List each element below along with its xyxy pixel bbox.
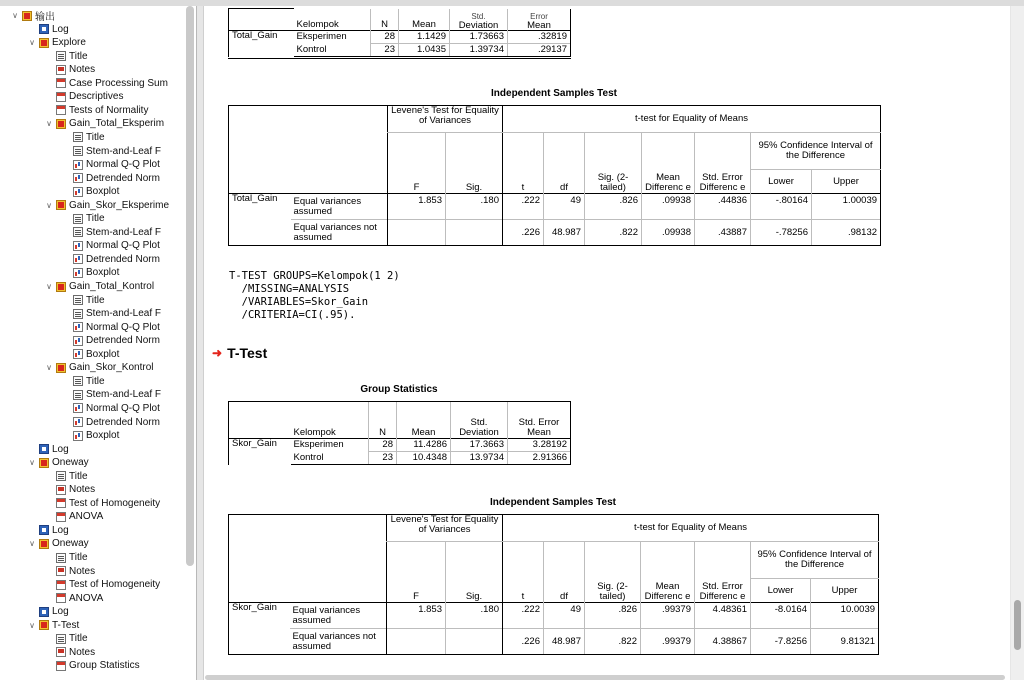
md-cell: .99379: [641, 629, 695, 655]
outline-item[interactable]: [27, 36, 86, 49]
doc-icon: [56, 51, 66, 61]
log-icon: [39, 525, 49, 535]
sig-cell: .180: [446, 194, 503, 220]
expand-toggle-icon[interactable]: ∨: [29, 620, 35, 630]
col-n: N: [371, 9, 399, 31]
outline-item-label: Detrended Norm: [86, 172, 160, 184]
outline-item[interactable]: [61, 348, 119, 361]
lower-cell: -.78256: [751, 220, 812, 246]
outline-item[interactable]: [10, 9, 55, 22]
col-t: t: [503, 133, 544, 194]
log-icon: [39, 24, 49, 34]
ttest-header: t-test for Equality of Means: [503, 515, 879, 542]
col-mean-difference: Mean Differenc e: [641, 542, 695, 603]
viewer-horizontal-scrollbar[interactable]: [205, 675, 1005, 680]
col-std-error-difference: Std. Error Differenc e: [695, 542, 751, 603]
outline-item[interactable]: [27, 23, 69, 36]
outline-item-label: 输出: [35, 12, 55, 23]
col-se-cut: Error: [530, 12, 548, 21]
row-variable: Total_Gain: [229, 194, 291, 246]
col-sig: Sig.: [446, 133, 503, 194]
sig-cell: .180: [446, 603, 503, 629]
col-sig-2-tailed: Sig. (2-tailed): [585, 542, 641, 603]
group-cell: Kontrol: [291, 452, 369, 465]
tbl-icon: [56, 580, 66, 590]
f-cell: 1.853: [388, 194, 446, 220]
mean-cell: 1.1429: [399, 31, 450, 44]
t-test-heading-label: T-Test: [227, 345, 268, 361]
outline-item[interactable]: [27, 443, 69, 456]
table-bottom-rule: [228, 58, 571, 59]
doc-icon: [73, 295, 83, 305]
lower-cell: -.80164: [751, 194, 812, 220]
n-cell: 23: [369, 452, 397, 465]
se-cell: .32819: [508, 31, 571, 44]
se-cell: 3.28192: [508, 439, 571, 452]
outline-item[interactable]: [27, 605, 69, 618]
doc-icon: [73, 309, 83, 319]
folder-icon: [56, 282, 66, 292]
doc-icon: [73, 146, 83, 156]
group-cell: Eksperimen: [294, 31, 371, 44]
outline-item[interactable]: [44, 497, 160, 510]
levene-header: Levene's Test for Equality of Variances: [387, 515, 503, 542]
corner-cell: [229, 106, 388, 194]
df-cell: 49: [544, 603, 585, 629]
f-cell: [387, 629, 446, 655]
chart-icon: [73, 173, 83, 183]
group-statistics-skor-gain-table[interactable]: [228, 401, 571, 465]
outline-item[interactable]: [44, 483, 95, 496]
upper-cell: .98132: [812, 220, 881, 246]
tbl-icon: [56, 105, 66, 115]
outline-item-label: Tests of Normality: [69, 104, 149, 116]
upper-cell: 9.81321: [811, 629, 879, 655]
doc-icon: [56, 553, 66, 563]
col-upper: Upper: [811, 579, 879, 603]
current-item-arrow-icon: ➜: [212, 346, 223, 360]
outline-item[interactable]: [61, 239, 160, 252]
sd-cell: 1.39734: [450, 44, 508, 57]
chart-icon: [73, 431, 83, 441]
syntax-log: T-TEST GROUPS=Kelompok(1 2) /MISSING=ANALYSIS /VARIABLES=Skor_Gain /CRITERIA=CI(.95).: [229, 270, 400, 321]
n-cell: 28: [371, 31, 399, 44]
folder-icon: [39, 458, 49, 468]
viewer-scroll-thumb[interactable]: [1014, 600, 1021, 650]
col-sd: Std. Deviation: [451, 402, 508, 439]
col-std-error-difference: Std. Error Differenc e: [695, 133, 751, 194]
n-cell: 28: [369, 439, 397, 452]
ist2-title: Independent Samples Test: [490, 497, 616, 508]
tbl-icon: [56, 78, 66, 88]
outline-item-label: Stem-and-Leaf F: [86, 308, 162, 320]
outline-item[interactable]: [44, 551, 88, 564]
tbl-icon: [56, 92, 66, 102]
chart-icon: [73, 254, 83, 264]
output-outline-tree[interactable]: [0, 6, 197, 680]
col-f: F: [388, 133, 446, 194]
t-cell: .226: [503, 220, 544, 246]
note-icon: [56, 65, 66, 75]
sed-cell: 4.38867: [695, 629, 751, 655]
outline-item-label: Gain_Skor_Kontrol: [69, 362, 154, 374]
chart-icon: [73, 241, 83, 251]
doc-icon: [56, 634, 66, 644]
expand-toggle-icon[interactable]: ∨: [29, 38, 35, 48]
col-lower: Lower: [751, 579, 811, 603]
outline-item[interactable]: [44, 632, 88, 645]
row-variable: Total_Gain: [229, 31, 294, 57]
outline-item[interactable]: [61, 294, 105, 307]
outline-item-label: Boxplot: [86, 348, 120, 360]
outline-item-label: Boxplot: [86, 430, 120, 442]
df-cell: 48.987: [544, 220, 585, 246]
outline-item[interactable]: [44, 470, 88, 483]
outline-item-label: Log: [52, 443, 69, 455]
col-mean: Mean: [399, 9, 450, 31]
corner-cell: [229, 515, 387, 603]
group-cell: Eksperimen: [291, 439, 369, 452]
sd-cell: 17.3663: [451, 439, 508, 452]
row-label: Equal variances assumed: [290, 603, 387, 629]
sd-cell: 1.73663: [450, 31, 508, 44]
outline-scrollbar[interactable]: [186, 6, 194, 566]
sig2-cell: .826: [585, 603, 641, 629]
outline-item-label: Boxplot: [86, 186, 120, 198]
log-icon: [39, 607, 49, 617]
expand-toggle-icon[interactable]: ∨: [46, 119, 52, 129]
doc-icon: [73, 376, 83, 386]
outline-item[interactable]: [61, 131, 105, 144]
log-icon: [39, 444, 49, 454]
outline-item-label: Log: [52, 606, 69, 618]
expand-toggle-icon[interactable]: ∨: [46, 363, 52, 373]
outline-item[interactable]: [27, 524, 69, 537]
chart-icon: [73, 268, 83, 278]
outline-item[interactable]: [61, 266, 119, 279]
col-t: t: [503, 542, 544, 603]
outline-item[interactable]: [44, 510, 103, 523]
row-variable: Skor_Gain: [229, 439, 291, 465]
outline-item[interactable]: [44, 646, 95, 659]
folder-icon: [56, 200, 66, 210]
outline-item[interactable]: [61, 388, 161, 401]
outline-item-label: Descriptives: [69, 91, 124, 103]
chart-icon: [73, 403, 83, 413]
md-cell: .09938: [642, 220, 695, 246]
sed-cell: 4.48361: [695, 603, 751, 629]
md-cell: .09938: [642, 194, 695, 220]
outline-item-label: Normal Q-Q Plot: [86, 402, 160, 414]
t-cell: .222: [503, 194, 544, 220]
note-icon: [56, 566, 66, 576]
outline-item-label: Log: [52, 23, 69, 35]
outline-item[interactable]: [61, 212, 105, 225]
outline-item[interactable]: [44, 63, 95, 76]
t-cell: .226: [503, 629, 544, 655]
ci-header: 95% Confidence Interval of the Difference: [751, 133, 881, 170]
row-variable: Skor_Gain: [229, 603, 290, 655]
col-mean: Mean: [397, 402, 451, 439]
chart-icon: [73, 349, 83, 359]
col-sd-cut: Std.: [471, 12, 486, 21]
outline-item-label: Stem-and-Leaf F: [86, 226, 162, 238]
t-test-heading[interactable]: [212, 345, 267, 361]
outline-item-label: Case Processing Sum: [69, 77, 168, 89]
col-se: Std. Error Mean: [508, 402, 571, 439]
outline-item-label: Title: [69, 633, 88, 645]
outline-item-label: Gain_Total_Eksperim: [69, 118, 165, 130]
outline-item-label: Notes: [69, 565, 96, 577]
col-kelompok: Kelompok: [291, 402, 369, 439]
folder-icon: [56, 363, 66, 373]
chart-icon: [73, 187, 83, 197]
col-upper: Upper: [812, 170, 881, 194]
outline-item[interactable]: [61, 145, 161, 158]
col-df: df: [544, 542, 585, 603]
row-label: Equal variances not assumed: [291, 220, 388, 246]
outline-item[interactable]: [61, 402, 160, 415]
outline-item[interactable]: [44, 199, 169, 212]
outline-item[interactable]: [61, 429, 119, 442]
outline-item-label: Notes: [69, 646, 96, 658]
outline-item[interactable]: [61, 185, 119, 198]
outline-item[interactable]: [61, 375, 105, 388]
sed-cell: .43887: [695, 220, 751, 246]
outline-item[interactable]: [44, 659, 140, 672]
outline-item[interactable]: [61, 416, 160, 429]
outline-item-label: T-Test: [52, 619, 80, 631]
outline-item-label: Title: [69, 50, 88, 62]
outline-item[interactable]: [44, 578, 160, 591]
col-se: Mean: [527, 20, 551, 31]
tbl-icon: [56, 661, 66, 671]
sd-cell: 13.9734: [451, 452, 508, 465]
folder-icon: [22, 11, 32, 21]
df-cell: 48.987: [544, 629, 585, 655]
lower-cell: -8.0164: [751, 603, 811, 629]
outline-item-label: Boxplot: [86, 267, 120, 279]
doc-icon: [56, 471, 66, 481]
ci-header: 95% Confidence Interval of the Difference: [751, 542, 879, 579]
outline-item-label: Gain_Total_Kontrol: [69, 281, 155, 292]
sig-cell: [446, 629, 503, 655]
outline-item[interactable]: [44, 90, 123, 103]
chart-icon: [73, 417, 83, 427]
outline-item-label: ANOVA: [69, 511, 104, 523]
outline-item-label: Detrended Norm: [86, 416, 160, 428]
t-cell: .222: [503, 603, 544, 629]
outline-item[interactable]: [44, 104, 148, 117]
outline-item-label: Notes: [69, 484, 96, 496]
expand-toggle-icon[interactable]: ∨: [29, 458, 35, 468]
se-cell: .29137: [508, 44, 571, 57]
col-df: df: [544, 133, 585, 194]
expand-toggle-icon[interactable]: ∨: [46, 282, 52, 291]
outline-item[interactable]: [44, 361, 154, 374]
outline-item[interactable]: [61, 172, 160, 185]
outline-item-label: Normal Q-Q Plot: [86, 159, 160, 171]
outline-item-label: Title: [86, 213, 105, 225]
levene-header: Levene's Test for Equality of Variances: [388, 106, 503, 133]
f-cell: 1.853: [387, 603, 446, 629]
independent-samples-test-skor-gain-table[interactable]: [228, 514, 879, 655]
upper-cell: 10.0039: [811, 603, 879, 629]
mean-cell: 1.0435: [399, 44, 450, 57]
df-cell: 49: [544, 194, 585, 220]
outline-item-label: Title: [69, 470, 88, 482]
row-label: Equal variances assumed: [291, 194, 388, 220]
expand-toggle-icon[interactable]: ∨: [46, 200, 52, 210]
chart-icon: [73, 322, 83, 332]
outline-item-label: Title: [69, 552, 88, 563]
chart-icon: [73, 160, 83, 170]
expand-toggle-icon[interactable]: ∨: [29, 539, 35, 549]
outline-item-label: Oneway: [52, 538, 89, 550]
col-lower: Lower: [751, 170, 812, 194]
col-kelompok: Kelompok: [296, 19, 339, 30]
sig2-cell: .822: [585, 629, 641, 655]
col-mean-difference: Mean Differenc e: [642, 133, 695, 194]
note-icon: [56, 647, 66, 657]
chart-icon: [73, 336, 83, 346]
se-cell: 2.91366: [508, 452, 571, 465]
sig-cell: [446, 220, 503, 246]
col-f: F: [387, 542, 446, 603]
upper-cell: 1.00039: [812, 194, 881, 220]
outline-item-label: ANOVA: [69, 592, 104, 604]
sed-cell: .44836: [695, 194, 751, 220]
outline-item-label: Group Statistics: [69, 660, 140, 672]
group-statistics-total-gain-table[interactable]: [228, 8, 571, 57]
gs2-title: Group Statistics: [360, 384, 438, 395]
outline-item[interactable]: [27, 619, 79, 632]
outline-item[interactable]: [61, 253, 160, 266]
outline-item-label: Oneway: [52, 457, 89, 469]
outline-item-label: Title: [86, 294, 105, 306]
col-sig-2-tailed: Sig. (2-tailed): [585, 133, 642, 194]
tbl-icon: [56, 593, 66, 603]
outline-item-label: Title: [86, 131, 105, 143]
folder-icon: [39, 539, 49, 549]
doc-icon: [73, 214, 83, 224]
doc-icon: [73, 132, 83, 142]
sig2-cell: .822: [585, 220, 642, 246]
outline-item-label: Title: [86, 375, 105, 387]
outline-item-label: Test of Homogeneity: [69, 497, 161, 509]
outline-item[interactable]: [44, 50, 88, 63]
md-cell: .99379: [641, 603, 695, 629]
folder-icon: [39, 38, 49, 48]
folder-icon: [39, 620, 49, 630]
outline-item[interactable]: [27, 537, 89, 550]
mean-cell: 11.4286: [397, 439, 451, 452]
outline-item-label: Normal Q-Q Plot: [86, 240, 160, 252]
outline-item-label: Detrended Norm: [86, 253, 160, 265]
viewer-vertical-scrollbar[interactable]: [1011, 6, 1024, 680]
group-cell: Kontrol: [294, 44, 371, 57]
outline-item-label: Normal Q-Q Plot: [86, 321, 160, 333]
tbl-icon: [56, 512, 66, 522]
outline-item-label: Gain_Skor_Eksperime: [69, 199, 170, 211]
outline-item[interactable]: [61, 334, 160, 347]
mean-cell: 10.4348: [397, 452, 451, 465]
outline-item[interactable]: [61, 226, 161, 239]
outline-item-label: Stem-and-Leaf F: [86, 389, 162, 401]
expand-toggle-icon[interactable]: ∨: [12, 11, 18, 20]
col-n: N: [369, 402, 397, 439]
ttest-header: t-test for Equality of Means: [503, 106, 881, 133]
outline-item[interactable]: [44, 592, 103, 605]
outline-item[interactable]: [44, 117, 164, 130]
lower-cell: -7.8256: [751, 629, 811, 655]
note-icon: [56, 485, 66, 495]
folder-icon: [56, 119, 66, 129]
outline-item[interactable]: [61, 321, 160, 334]
outline-item-label: Notes: [69, 64, 96, 76]
doc-icon: [73, 390, 83, 400]
outline-item-label: Log: [52, 524, 69, 536]
independent-samples-test-total-gain-table[interactable]: [228, 105, 881, 246]
doc-icon: [73, 227, 83, 237]
outline-item[interactable]: [61, 158, 160, 171]
outline-item[interactable]: [44, 280, 154, 293]
n-cell: 23: [371, 44, 399, 57]
row-label: Equal variances not assumed: [290, 629, 387, 655]
ist1-title: Independent Samples Test: [491, 88, 617, 99]
outline-item[interactable]: [44, 565, 95, 578]
sig2-cell: .826: [585, 194, 642, 220]
outline-item-label: Detrended Norm: [86, 335, 160, 347]
outline-item-label: Test of Homogeneity: [69, 579, 161, 591]
outline-item[interactable]: [61, 307, 161, 320]
outline-item-label: Explore: [52, 37, 86, 49]
col-sd: Deviation: [458, 20, 499, 31]
outline-item[interactable]: [44, 77, 168, 90]
col-sig: Sig.: [446, 542, 503, 603]
outline-item[interactable]: [27, 456, 89, 469]
f-cell: [388, 220, 446, 246]
outline-item-label: Stem-and-Leaf F: [86, 145, 162, 157]
tbl-icon: [56, 498, 66, 508]
